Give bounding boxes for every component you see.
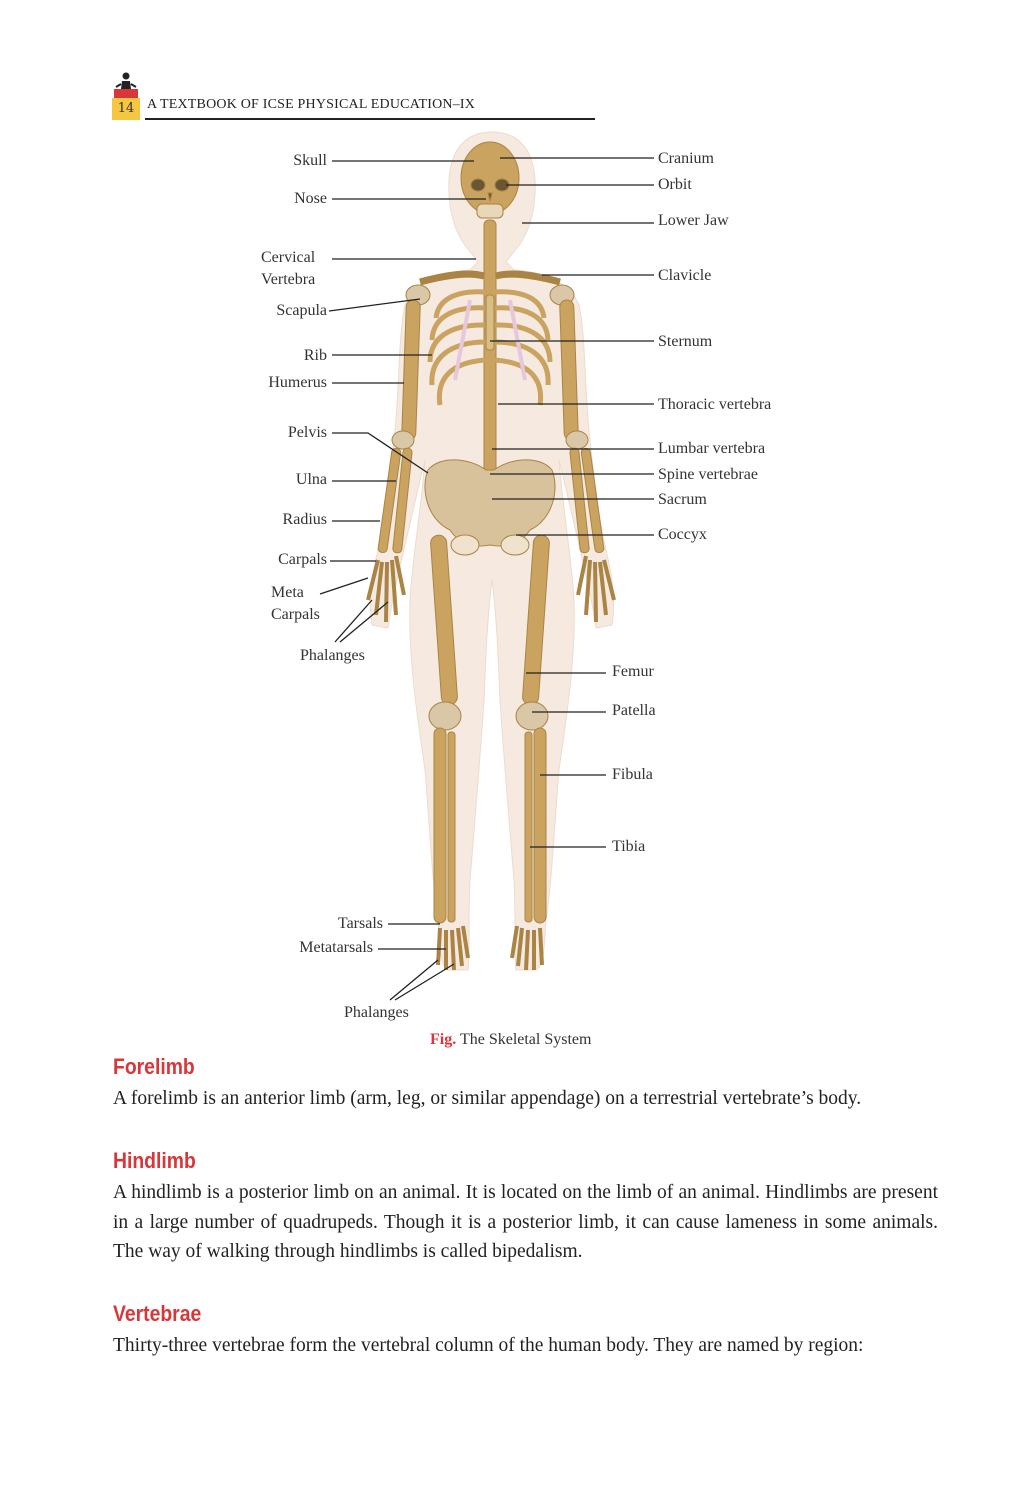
- label-coccyx: Coccyx: [658, 526, 707, 543]
- label-cervical: Cervical: [261, 249, 316, 266]
- label-meta: Meta: [271, 584, 304, 601]
- label-metatarsals: Metatarsals: [299, 939, 373, 956]
- label-sacrum: Sacrum: [658, 491, 707, 508]
- label-phalanges-foot: Phalanges: [344, 1004, 409, 1021]
- paragraph-hindlimb: A hindlimb is a posterior limb on an animal. It is located on the limb of an animal. Hindlimbs are present in a large number of quadrupeds. Though it is a posterior limb, it can cause lameness in some animals. The way of walking through hindlimbs is called bipedalism.: [113, 1182, 938, 1262]
- book-title: A TEXTBOOK OF ICSE PHYSICAL EDUCATION–IX: [147, 97, 476, 112]
- page-number: 14: [112, 98, 140, 120]
- label-nose: Nose: [294, 190, 327, 207]
- caption-text: The Skeletal System: [459, 1031, 592, 1048]
- label-carpals: Carpals: [278, 551, 327, 568]
- label-vertebra: Vertebra: [261, 271, 316, 288]
- label-femur: Femur: [612, 663, 654, 680]
- label-fibula: Fibula: [612, 766, 653, 783]
- label-humerus: Humerus: [268, 374, 327, 391]
- paragraph-vertebrae: Thirty-three vertebrae form the vertebral column of the human body. They are named by region:: [113, 1335, 864, 1356]
- label-skull: Skull: [293, 152, 327, 169]
- label-tarsals: Tarsals: [337, 915, 383, 932]
- label-cranium: Cranium: [658, 150, 714, 167]
- label-meta-carpals: Carpals: [271, 606, 320, 623]
- label-ulna: Ulna: [295, 471, 327, 488]
- caption-prefix: Fig.: [430, 1031, 457, 1048]
- label-radius: Radius: [282, 511, 327, 528]
- label-patella: Patella: [612, 702, 656, 719]
- label-phalanges-hand: Phalanges: [300, 647, 365, 664]
- label-clavicle: Clavicle: [658, 267, 712, 284]
- paragraph-forelimb: A forelimb is an anterior limb (arm, leg, or similar appendage) on a terrestrial vertebrate’s body.: [113, 1088, 862, 1109]
- label-rib: Rib: [303, 347, 327, 364]
- label-scapula: Scapula: [276, 302, 327, 319]
- label-orbit: Orbit: [658, 176, 692, 193]
- label-spine-vertebrae: Spine vertebrae: [658, 466, 758, 483]
- heading-forelimb: Forelimb: [113, 1054, 195, 1079]
- label-sternum: Sternum: [658, 333, 713, 350]
- label-pelvis: Pelvis: [287, 424, 327, 441]
- label-lower-jaw: Lower Jaw: [658, 212, 729, 229]
- heading-vertebrae: Vertebrae: [113, 1301, 202, 1326]
- label-thoracic-vertebra: Thoracic vertebra: [658, 396, 772, 413]
- label-lumbar-vertebra: Lumbar vertebra: [658, 440, 766, 457]
- figure-caption: [430, 1031, 591, 1049]
- heading-hindlimb: Hindlimb: [113, 1148, 196, 1173]
- label-tibia: Tibia: [612, 838, 646, 855]
